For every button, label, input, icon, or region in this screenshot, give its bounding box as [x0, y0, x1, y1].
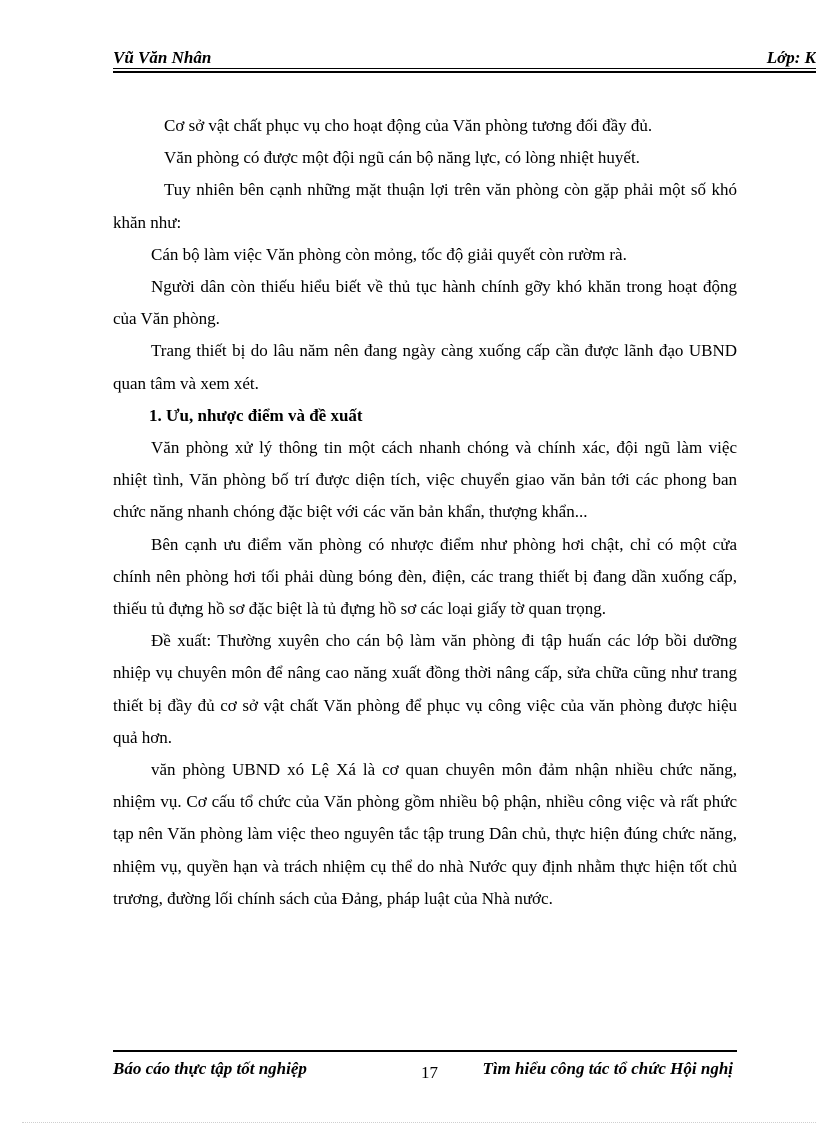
header-class-label: Lớp: K: [766, 48, 816, 67]
page-header: [113, 44, 816, 74]
document-body: [113, 110, 737, 915]
paragraph: Văn phòng xử lý thông tin một cách nhanh chóng và chính xác, đội ngũ làm việc nhiệt tình, Văn phòng bố trí được diện tích, việc chuyển giao văn bản tới các phong ban chức năng nhanh chóng đặc biệt với các văn bản khẩn, thượng khẩn...: [113, 438, 737, 522]
footer-report-title: Báo cáo thực tập tốt nghiệp: [113, 1059, 307, 1078]
header-rule-thick: [113, 71, 816, 73]
paragraph: Đề xuất: Thường xuyên cho cán bộ làm văn phòng đi tập huấn các lớp bồi dưỡng nhiệp vụ chuyên môn để nâng cao năng xuất đồng thời nâng cấp, sửa chữa cũng như trang thiết bị đầy đủ cơ sở vật chất Văn phòng để phục vụ công việc của văn phòng được hiệu quả hơn.: [113, 631, 737, 747]
paragraph: Văn phòng có được một đội ngũ cán bộ năng lực, có lòng nhiệt huyết.: [164, 148, 640, 168]
header-rule: [113, 68, 816, 69]
paragraph: Cán bộ làm việc Văn phòng còn mỏng, tốc độ giải quyết còn rườm rà.: [151, 244, 627, 264]
paragraph: văn phòng UBND xó Lệ Xá là cơ quan chuyên môn đảm nhận nhiều chức năng, nhiệm vụ. Cơ cấu tổ chức của Văn phòng gồm nhiều bộ phận, nhiều công việc và rất phức tạp nên Văn phòng làm việc theo nguyên tắc tập trung Dân chủ, thực hiện đúng chức năng, nhiệm vụ, quyền hạn và trách nhiệm cụ thể do nhà Nước quy định nhằm thực hiện tốt chủ trương, đường lối chính sách của Đảng, pháp luật của Nhà nước.: [113, 760, 737, 908]
page-footer: [113, 1050, 737, 1090]
header-author: Vũ Văn Nhân: [113, 48, 212, 67]
paragraph: Cơ sở vật chất phục vụ cho hoạt động của Văn phòng tương đối đầy đủ.: [164, 116, 653, 135]
footer-topic-title: Tìm hiểu công tác tổ chức Hội nghị: [482, 1059, 733, 1078]
page-number: 17: [421, 1063, 438, 1082]
paragraph: Người dân còn thiếu hiểu biết về thủ tục hành chính gỡy khó khăn trong hoạt động của Văn phòng.: [113, 277, 737, 329]
paragraph: Trang thiết bị do lâu năm nên đang ngày càng xuống cấp cần được lãnh đạo UBND quan tâm và xem xét.: [113, 341, 737, 393]
paragraph: Tuy nhiên bên cạnh những mặt thuận lợi trên văn phòng còn gặp phải một số khó khăn như:: [113, 180, 737, 232]
footer-rule: [113, 1050, 737, 1052]
section-heading: 1. Ưu, nhược điểm và đề xuất: [149, 405, 363, 425]
paragraph: Bên cạnh ưu điểm văn phòng có nhược điểm như phòng hơi chật, chỉ có một cửa chính nên phòng hơi tối phải dùng bóng đèn, điện, các trang thiết bị đang dần xuống cấp, thiếu tủ đựng hồ sơ đặc biệt là tủ đựng hồ sơ các loại giấy tờ quan trọng.: [113, 534, 737, 619]
